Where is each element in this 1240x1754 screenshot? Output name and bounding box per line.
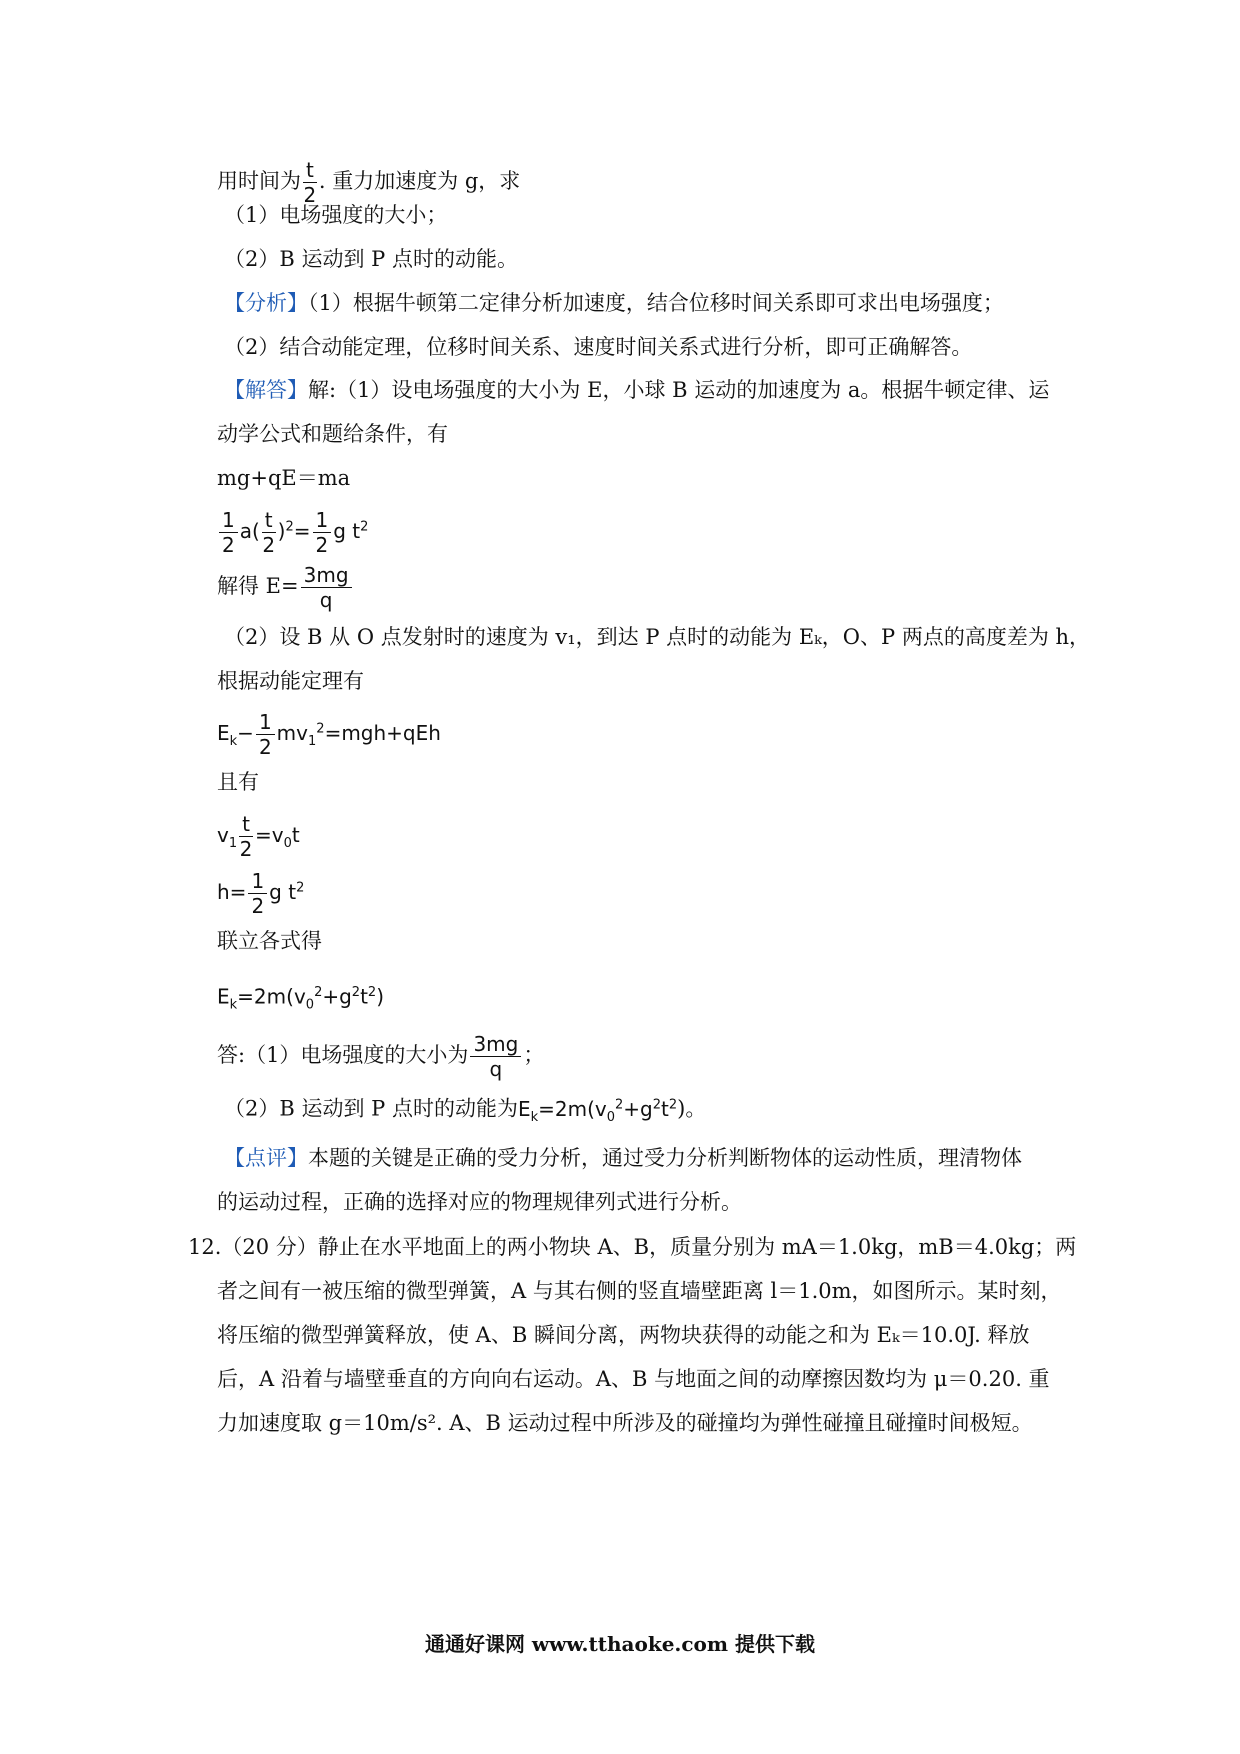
fraction — [256, 710, 275, 759]
equation-line — [217, 508, 368, 557]
text-segment: 解得 E= — [217, 574, 299, 598]
superscript: 2 — [360, 519, 369, 535]
page-footer: 通通好课网 www.tthaoke.com 提供下载 — [424, 1632, 816, 1656]
superscript: 2 — [367, 985, 377, 1000]
math-text: t — [291, 823, 300, 847]
text-segment: （1）根据牛顿第二定律分析加速度，结合位移时间关系即可求出电场强度； — [308, 291, 1004, 315]
numerator: 3mg — [470, 1032, 521, 1057]
fraction — [313, 508, 332, 557]
math-text: − — [237, 721, 254, 745]
math-text: =2m(v — [237, 984, 306, 1009]
text-segment: 答:（1）电场强度的大小为 — [217, 1043, 469, 1067]
denominator: 2 — [315, 533, 329, 557]
question-line: 将压缩的微型弹簧释放，使 A、B 瞬间分离，两物块获得的动能之和为 Eₖ＝10.0J. 释放 — [217, 1323, 1030, 1347]
math-text: g t — [269, 880, 297, 904]
equation-line — [217, 812, 300, 861]
math-text: ) — [277, 519, 286, 543]
denominator: q — [319, 588, 333, 612]
superscript: 2 — [351, 985, 361, 1000]
text-line: 根据动能定理有 — [217, 669, 364, 693]
math-text: E — [217, 721, 230, 745]
math-text: E — [517, 1096, 531, 1121]
fraction — [470, 1032, 521, 1081]
denominator: 2 — [222, 533, 235, 557]
text-segment: 本题的关键是正确的受力分析，通过受力分析判断物体的运动性质，理清物体 — [308, 1146, 1022, 1170]
numerator: t — [303, 158, 317, 183]
subscript: 0 — [606, 1109, 616, 1125]
text-line: （1）电场强度的大小； — [224, 203, 448, 227]
text-line — [224, 1143, 1022, 1173]
math-text: =v — [254, 823, 284, 847]
superscript: 2 — [668, 1097, 678, 1112]
equation-line — [217, 978, 384, 1021]
text-segment: 解:（1）设电场强度的大小为 E，小球 B 运动的加速度为 a。根据牛顿定律、运 — [308, 378, 1050, 402]
math-text: E — [217, 984, 230, 1009]
math-text: =mgh+qEh — [324, 721, 441, 745]
text-line — [224, 288, 1004, 318]
subscript: k — [530, 1109, 539, 1125]
subscript: k — [229, 997, 238, 1013]
fraction — [262, 508, 276, 557]
denominator: q — [489, 1057, 503, 1081]
math-text: t — [360, 984, 368, 1009]
fraction — [239, 812, 253, 861]
superscript: 2 — [652, 1097, 662, 1112]
superscript: 2 — [314, 985, 323, 1000]
math-text: +g — [322, 984, 352, 1009]
numerator: 1 — [248, 869, 267, 894]
subscript: 0 — [305, 997, 315, 1013]
equation-line — [217, 869, 304, 918]
equation-line — [217, 563, 354, 612]
text-segment: 用时间为 — [217, 169, 301, 193]
subscript: 1 — [228, 836, 238, 851]
math-text: mv — [276, 721, 308, 745]
math-text: =2m(v — [538, 1096, 607, 1121]
denominator: 2 — [258, 735, 272, 759]
fraction — [248, 869, 267, 918]
text-segment: . 重力加速度为 g，求 — [318, 169, 521, 193]
superscript: 2 — [615, 1097, 624, 1112]
text-line — [224, 1090, 706, 1133]
text-segment: )。 — [677, 1096, 707, 1121]
math-text: g t — [333, 519, 361, 543]
numerator: t — [239, 812, 253, 837]
equation-line — [217, 710, 441, 759]
text-line: （2）结合动能定理，位移时间关系、速度时间关系式进行分析，即可正确解答。 — [224, 335, 973, 359]
numerator: 1 — [256, 710, 275, 735]
text-line: （2）设 B 从 O 点发射时的速度为 v₁，到达 P 点时的动能为 Eₖ，O、P 两点的高度差为 h， — [224, 625, 1091, 649]
question-line: 者之间有一被压缩的微型弹簧，A 与其右侧的竖直墙壁距离 l＝1.0m，如图所示。某时刻， — [217, 1279, 1062, 1303]
superscript: 2 — [316, 721, 325, 737]
subscript: k — [229, 734, 238, 749]
question-line: 后，A 沿着与墙壁垂直的方向向右运动。A、B 与地面之间的动摩擦因数均为 μ＝0.20. 重 — [217, 1367, 1050, 1391]
denominator: 2 — [262, 533, 276, 557]
numerator: 1 — [313, 508, 332, 533]
question-line: 力加速度取 g＝10m/s². A、B 运动过程中所涉及的碰撞均为弹性碰撞且碰撞时间极短。 — [217, 1411, 1033, 1435]
question-line: 12.（20 分）静止在水平地面上的两小物块 A、B，质量分别为 mA＝1.0kg，mB＝4.0kg；两 — [188, 1235, 1077, 1259]
numerator: 1 — [219, 508, 238, 533]
comment-tag: 【点评】 — [224, 1146, 308, 1170]
math-text: ) — [376, 984, 385, 1009]
math-text: a( — [239, 519, 260, 543]
superscript: 2 — [296, 880, 305, 896]
superscript: 2 — [285, 519, 294, 535]
numerator: t — [262, 508, 276, 533]
text-segment: （2）B 运动到 P 点时的动能为 — [224, 1096, 518, 1121]
math-text: t — [661, 1096, 669, 1121]
text-line — [217, 1032, 544, 1081]
analysis-tag: 【分析】 — [224, 291, 308, 315]
denominator: 2 — [303, 183, 317, 207]
denominator: 2 — [251, 894, 265, 918]
text-line — [224, 375, 1049, 405]
fraction — [301, 563, 352, 612]
math-text: = — [293, 519, 311, 543]
numerator: 3mg — [301, 563, 352, 588]
solution-tag: 【解答】 — [224, 378, 308, 402]
math-text: h= — [217, 880, 247, 904]
text-line: 动学公式和题给条件，有 — [217, 422, 448, 446]
text-line: 联立各式得 — [217, 929, 322, 953]
text-line: 且有 — [217, 770, 259, 794]
text-segment: ； — [523, 1043, 545, 1067]
denominator: 2 — [239, 837, 253, 861]
math-text: v — [217, 823, 229, 847]
subscript: 1 — [308, 734, 317, 749]
subscript: 0 — [283, 836, 292, 851]
fraction — [219, 508, 238, 557]
math-text: +g — [623, 1096, 653, 1121]
equation-line: mg+qE＝ma — [217, 466, 351, 490]
text-line: （2）B 运动到 P 点时的动能。 — [224, 247, 518, 271]
text-line: 的运动过程，正确的选择对应的物理规律列式进行分析。 — [217, 1190, 742, 1214]
